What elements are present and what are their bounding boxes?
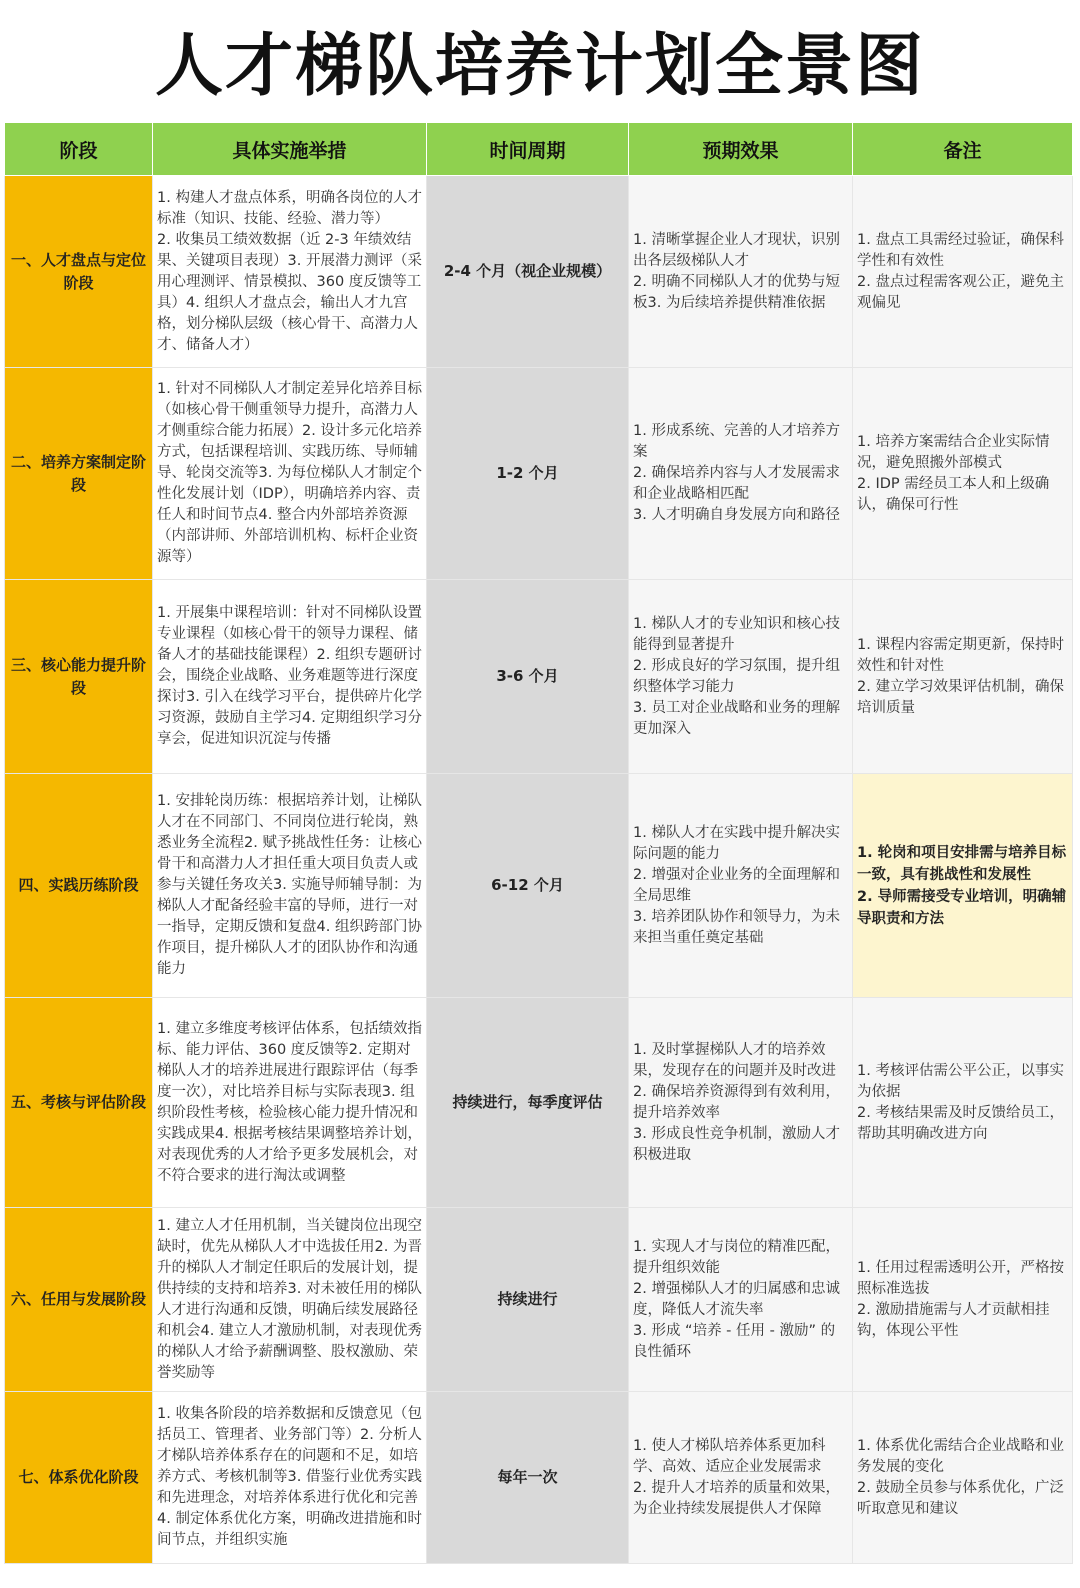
effect-cell: 1. 清晰掌握企业人才现状，识别出各层级梯队人才 2. 明确不同梯队人才的优势与短板3. 为后续培养提供精准依据 xyxy=(629,176,853,368)
stage-cell: 一、人才盘点与定位阶段 xyxy=(5,176,153,368)
note-cell: 1. 盘点工具需经过验证，确保科学性和有效性 2. 盘点过程需客观公正，避免主观偏见 xyxy=(853,176,1073,368)
header-period: 时间周期 xyxy=(427,123,629,176)
period-cell: 6-12 个月 xyxy=(427,774,629,998)
stage-cell: 三、核心能力提升阶段 xyxy=(5,580,153,774)
effect-cell: 1. 使人才梯队培养体系更加科学、高效、适应企业发展需求 2. 提升人才培养的质量和效果，为企业持续发展提供人才保障 xyxy=(629,1392,853,1564)
header-effect: 预期效果 xyxy=(629,123,853,176)
measures-cell: 1. 建立多维度考核评估体系，包括绩效指标、能力评估、360 度反馈等2. 定期对梯队人才的培养进展进行跟踪评估（每季度一次），对比培养目标与实际表现3. 组织阶段性考核，检验核心能力提升情况和实践成果4. 根据考核结果调整培养计划，对表现优秀的人才给予更多发展机会，对不符合要求的进行淘汰或调整 xyxy=(153,998,427,1208)
note-cell: 1. 课程内容需定期更新，保持时效性和针对性 2. 建立学习效果评估机制，确保培训质量 xyxy=(853,580,1073,774)
measures-cell: 1. 安排轮岗历练：根据培养计划，让梯队人才在不同部门、不同岗位进行轮岗，熟悉业务全流程2. 赋予挑战性任务：让核心骨干和高潜力人才担任重大项目负责人或参与关键任务攻关3. 实施导师辅导制：为梯队人才配备经验丰富的导师，进行一对一指导，定期反馈和复盘4. 组织跨部门协作项目，提升梯队人才的团队协作和沟通能力 xyxy=(153,774,427,998)
table-row xyxy=(5,998,1073,1208)
effect-cell: 1. 实现人才与岗位的精准匹配，提升组织效能 2. 增强梯队人才的归属感和忠诚度，降低人才流失率 3. 形成 “培养 - 任用 - 激励” 的良性循环 xyxy=(629,1208,853,1392)
stage-cell: 四、实践历练阶段 xyxy=(5,774,153,998)
period-cell: 持续进行，每季度评估 xyxy=(427,998,629,1208)
stage-cell: 五、考核与评估阶段 xyxy=(5,998,153,1208)
table-row xyxy=(5,774,1073,998)
period-cell: 2-4 个月（视企业规模） xyxy=(427,176,629,368)
measures-cell: 1. 开展集中课程培训：针对不同梯队设置专业课程（如核心骨干的领导力课程、储备人才的基础技能课程）2. 组织专题研讨会，围绕企业战略、业务难题等进行深度探讨3. 引入在线学习平台，提供碎片化学习资源，鼓励自主学习4. 定期组织学习分享会，促进知识沉淀与传播 xyxy=(153,580,427,774)
table-row xyxy=(5,580,1073,774)
table-row xyxy=(5,368,1073,580)
effect-cell: 1. 及时掌握梯队人才的培养效果，发现存在的问题并及时改进 2. 确保培养资源得到有效利用，提升培养效率 3. 形成良性竞争机制，激励人才积极进取 xyxy=(629,998,853,1208)
measures-cell: 1. 收集各阶段的培养数据和反馈意见（包括员工、管理者、业务部门等）2. 分析人才梯队培养体系存在的问题和不足，如培养方式、考核机制等3. 借鉴行业优秀实践和先进理念，对培养体系进行优化和完善4. 制定体系优化方案，明确改进措施和时间节点，并组织实施 xyxy=(153,1392,427,1564)
stage-cell: 六、任用与发展阶段 xyxy=(5,1208,153,1392)
period-cell: 持续进行 xyxy=(427,1208,629,1392)
measures-cell: 1. 建立人才任用机制，当关键岗位出现空缺时，优先从梯队人才中选拔任用2. 为晋升的梯队人才制定任职后的发展计划，提供持续的支持和培养3. 对未被任用的梯队人才进行沟通和反馈，明确后续发展路径和机会4. 建立人才激励机制，对表现优秀的梯队人才给予薪酬调整、股权激励、荣誉奖励等 xyxy=(153,1208,427,1392)
stage-cell: 二、培养方案制定阶段 xyxy=(5,368,153,580)
stage-cell: 七、体系优化阶段 xyxy=(5,1392,153,1564)
effect-cell: 1. 形成系统、完善的人才培养方案 2. 确保培养内容与人才发展需求和企业战略相匹配 3. 人才明确自身发展方向和路径 xyxy=(629,368,853,580)
measures-cell: 1. 构建人才盘点体系，明确各岗位的人才标准（知识、技能、经验、潜力等） 2. 收集员工绩效数据（近 2-3 年绩效结果、关键项目表现）3. 开展潜力测评（采用心理测评、情景模拟、360 度反馈等工具）4. 组织人才盘点会，输出人才九宫格，划分梯队层级（核心骨干、高潜力人才、储备人才） xyxy=(153,176,427,368)
note-cell: 1. 任用过程需透明公开，严格按照标准选拔 2. 激励措施需与人才贡献相挂钩，体现公平性 xyxy=(853,1208,1073,1392)
page-title: 人才梯队培养计划全景图 xyxy=(154,26,925,106)
period-cell: 每年一次 xyxy=(427,1392,629,1564)
note-cell: 1. 考核评估需公平公正，以事实为依据 2. 考核结果需及时反馈给员工，帮助其明确改进方向 xyxy=(853,998,1073,1208)
header-note: 备注 xyxy=(853,123,1073,176)
table-header-row xyxy=(5,123,1073,176)
effect-cell: 1. 梯队人才的专业知识和核心技能得到显著提升 2. 形成良好的学习氛围，提升组织整体学习能力 3. 员工对企业战略和业务的理解更加深入 xyxy=(629,580,853,774)
talent-plan-table xyxy=(4,122,1073,1564)
header-stage: 阶段 xyxy=(5,123,153,176)
effect-cell: 1. 梯队人才在实践中提升解决实际问题的能力 2. 增强对企业业务的全面理解和全局思维 3. 培养团队协作和领导力，为未来担当重任奠定基础 xyxy=(629,774,853,998)
measures-cell: 1. 针对不同梯队人才制定差异化培养目标（如核心骨干侧重领导力提升，高潜力人才侧重综合能力拓展）2. 设计多元化培养方式，包括课程培训、实践历练、导师辅导、轮岗交流等3. 为每位梯队人才制定个性化发展计划（IDP），明确培养内容、责任人和时间节点4. 整合内外部培养资源（内部讲师、外部培训机构、标杆企业资源等） xyxy=(153,368,427,580)
table-row xyxy=(5,1208,1073,1392)
table-row xyxy=(5,1392,1073,1564)
header-measures: 具体实施举措 xyxy=(153,123,427,176)
table-row xyxy=(5,176,1073,368)
note-cell-highlighted: 1. 轮岗和项目安排需与培养目标一致，具有挑战性和发展性 2. 导师需接受专业培训，明确辅导职责和方法 xyxy=(853,774,1073,998)
note-cell: 1. 体系优化需结合企业战略和业务发展的变化 2. 鼓励全员参与体系优化，广泛听取意见和建议 xyxy=(853,1392,1073,1564)
note-cell: 1. 培养方案需结合企业实际情况，避免照搬外部模式 2. IDP 需经员工本人和上级确认，确保可行性 xyxy=(853,368,1073,580)
period-cell: 3-6 个月 xyxy=(427,580,629,774)
period-cell: 1-2 个月 xyxy=(427,368,629,580)
